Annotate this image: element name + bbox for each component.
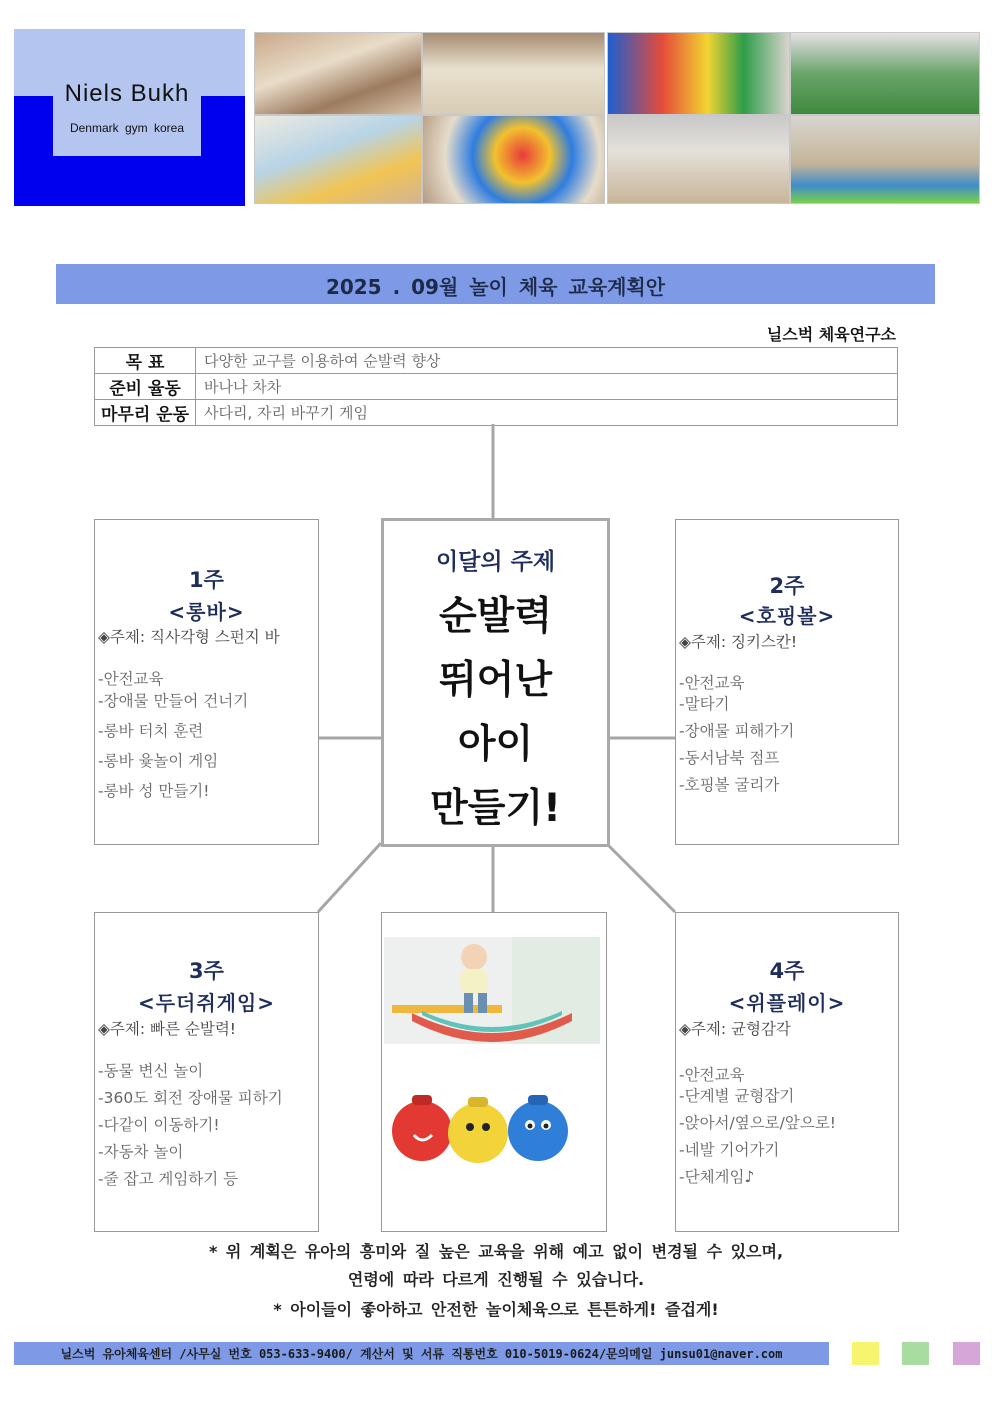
week-1-card [94, 519, 319, 845]
week-2-activities [679, 673, 794, 796]
goal-value: 다양한 교구를 이용하여 순발력 향상 [196, 348, 898, 374]
week-4-activities [679, 1065, 836, 1188]
list-item: -말타기 [679, 695, 730, 713]
list-item: -호핑볼 굴리가 [679, 776, 780, 794]
list-item: -롱바 터치 훈련 [98, 722, 204, 740]
week-3-activities [98, 1060, 283, 1190]
note-line-3: * 아이들이 좋아하고 안전한 놀이체육으로 튼튼하게! 즐겁게! [273, 1300, 719, 1319]
week-1-activities [98, 668, 248, 802]
list-item: -장애물 피해가기 [679, 722, 795, 740]
list-item: -앉아서/옆으로/앞으로! [679, 1114, 837, 1132]
list-item: -안전교육 [679, 674, 745, 692]
week-3-equipment: <두더쥐게임> [137, 991, 276, 1015]
connector-bottom-left [318, 843, 381, 912]
list-item: -다같이 이동하기! [98, 1116, 220, 1134]
week-2-equipment: <호핑볼> [738, 604, 836, 628]
yellow-hopping-ball [448, 1103, 508, 1163]
list-item: -안전교육 [98, 670, 164, 688]
red-hopping-ball [392, 1101, 452, 1161]
week-4-topic: ◈주제: 균형감각 [679, 1020, 791, 1038]
child-shirt [460, 969, 488, 993]
theme-line-2: 뛰어난 [438, 658, 553, 703]
monthly-theme-card [381, 518, 610, 847]
week-3-title: 3주 [189, 959, 224, 983]
child-leg-left [464, 993, 473, 1013]
list-item: -줄 잡고 게임하기 등 [98, 1170, 239, 1188]
list-item: -롱바 성 만들기! [98, 782, 210, 800]
week-1-equipment: <롱바> [168, 600, 245, 624]
equipment-images-card [381, 912, 607, 1232]
week-3-card [94, 912, 319, 1232]
blue-hopping-ball [508, 1101, 568, 1161]
week-4-card [675, 912, 899, 1232]
page-title: 2025 . 09월 놀이 체육 교육계획안 [325, 275, 666, 299]
list-item: -네발 기어가기 [679, 1141, 780, 1159]
list-item: -360도 회전 장애물 피하기 [98, 1089, 283, 1107]
list-item: -롱바 윷놀이 게임 [98, 752, 219, 770]
week-4-title: 4주 [769, 959, 805, 983]
equipment-images [382, 913, 606, 1231]
list-item: -단계별 균형잡기 [679, 1087, 795, 1105]
list-item: -자동차 놀이 [98, 1143, 184, 1161]
warmup-label: 준비 율동 [95, 374, 196, 400]
note-line-2: 연령에 따라 다르게 진행될 수 있습니다. [347, 1270, 645, 1289]
logo-subtitle: Denmark gym korea [69, 121, 185, 135]
yellow-swatch [852, 1342, 879, 1365]
warmup-value: 바나나 차차 [196, 374, 898, 400]
green-swatch [902, 1342, 929, 1365]
purple-swatch [953, 1342, 980, 1365]
footer-contact: 닐스벅 유아체육센터 /사무실 번호 053-633-9400/ 계산서 및 서류 직통번호 010-5019-0624/문의메일 junsu01@naver.com [60, 1347, 783, 1361]
child-leg-right [478, 993, 487, 1013]
theme-line-1: 순발력 [438, 594, 553, 639]
theme-line-4: 만들기! [430, 786, 561, 831]
week-1-topic: ◈주제: 직사각형 스펀지 바 [98, 628, 280, 646]
cooldown-label: 마무리 운동 [95, 400, 196, 426]
week-3-topic: ◈주제: 빠른 순발력! [98, 1020, 237, 1038]
yellow-ball-handle [468, 1097, 488, 1107]
child-head [461, 944, 487, 970]
blue-ball-handle [528, 1095, 548, 1105]
week-2-card [675, 519, 899, 845]
goal-label: 목 표 [95, 348, 196, 374]
week-2-title: 2주 [769, 574, 805, 598]
list-item: -동서남북 점프 [679, 749, 780, 767]
week-1-title: 1주 [189, 568, 224, 592]
list-item: -장애물 만들어 건너기 [98, 692, 249, 710]
list-item: -동물 변신 놀이 [98, 1062, 204, 1080]
cooldown-value: 사다리, 자리 바꾸기 게임 [196, 400, 898, 426]
organization-name: 닐스벅 체육연구소 [766, 325, 896, 344]
red-ball-handle [412, 1095, 432, 1105]
list-item: -단체게임♪ [679, 1168, 755, 1186]
week-2-topic: ◈주제: 징키스칸! [679, 633, 798, 651]
logo-name: Niels Bukh [64, 80, 190, 107]
connector-bottom-right [606, 843, 675, 912]
monthly-theme-label: 이달의 주제 [435, 549, 556, 575]
list-item: -안전교육 [679, 1066, 745, 1084]
note-line-1: * 위 계획은 유아의 흥미와 질 높은 교육을 위해 예고 없이 변경될 수 있으며, [208, 1242, 784, 1261]
week-4-equipment: <위플레이> [728, 991, 846, 1015]
theme-line-3: 아이 [457, 722, 534, 767]
